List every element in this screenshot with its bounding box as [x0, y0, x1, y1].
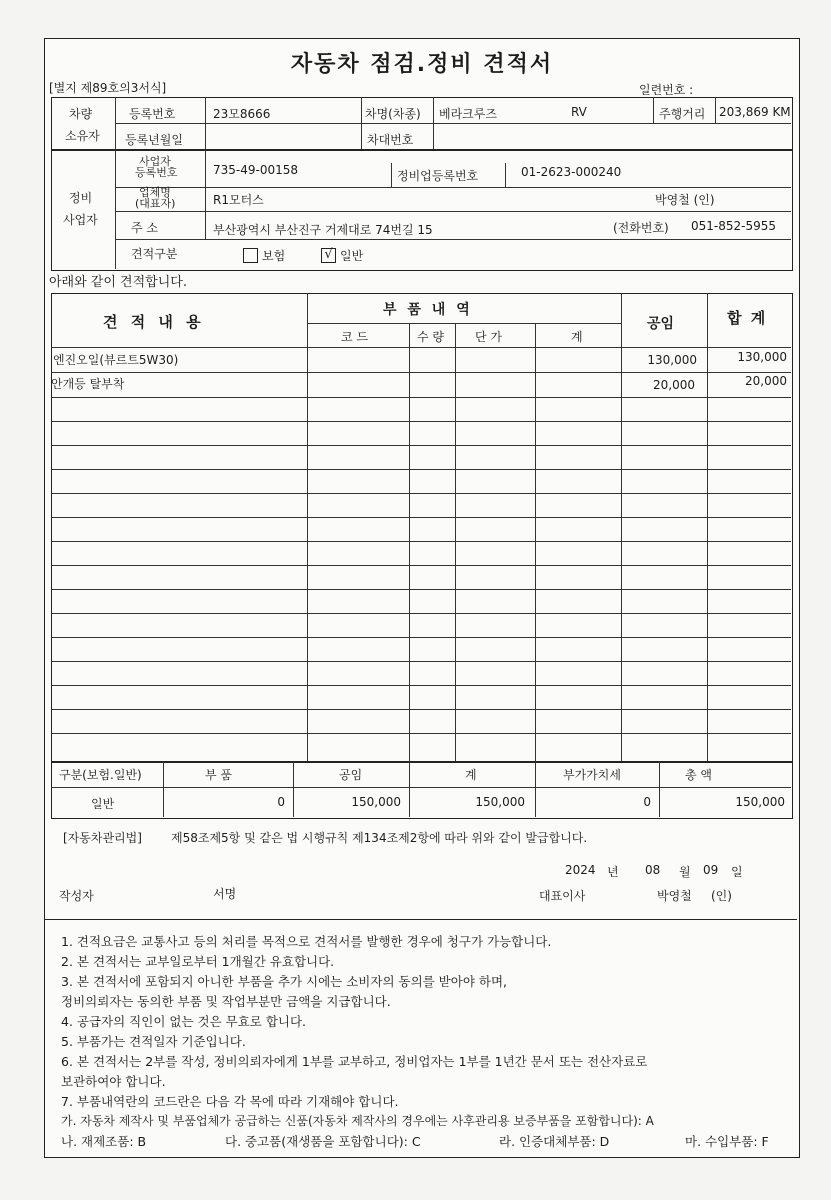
mileage-value: 203,869 KM: [719, 105, 791, 119]
row-desc: 엔진오일(뷰르트5W30): [53, 353, 179, 367]
summary-labor-value: 150,000: [351, 795, 401, 809]
row-total: 20,000: [745, 374, 787, 388]
address-value: 부산광역시 부산진구 거제대로 74번길 15: [213, 223, 433, 237]
business-section-label-2: 사업자: [63, 213, 98, 227]
representative-value: 박영철 (인): [655, 193, 715, 207]
reg-year-label: 등록년월일: [125, 133, 183, 147]
col-desc-header: 견 적 내 용: [103, 313, 205, 331]
company-label: 업체명: [139, 186, 171, 199]
summary-type-value: 일반: [91, 797, 115, 811]
col-sum-header: 계: [571, 330, 583, 344]
code-b: 나. 재제조품: B: [61, 1134, 147, 1149]
col-unit-header: 단 가: [475, 330, 502, 344]
note-item: 2. 본 견적서는 교부일로부터 1개월간 유효합니다.: [61, 954, 335, 969]
estimate-type-label: 견적구분: [131, 247, 178, 261]
date-month-label: 월: [679, 865, 691, 879]
owner-section-label: 차량: [69, 107, 93, 121]
date-year-label: 년: [607, 865, 619, 879]
note-item: 4. 공급자의 직인이 없는 것은 무효로 합니다.: [61, 1014, 307, 1029]
col-code-header: 코 드: [341, 330, 368, 344]
owner-section-label-2: 소유자: [65, 129, 100, 143]
model-value: 베라크루즈: [439, 107, 497, 121]
option-general[interactable]: √ 일반: [321, 247, 363, 264]
model-label: 차명(차종): [365, 107, 421, 121]
general-checkbox[interactable]: √: [321, 248, 336, 263]
law-prefix: [자동차관리법]: [63, 831, 142, 845]
address-label: 주 소: [131, 221, 158, 235]
ceo-name: 박영철: [657, 889, 692, 903]
biz-no-label: 사업자: [139, 155, 171, 168]
note-item: 5. 부품가는 견적일자 기준입니다.: [61, 1034, 246, 1049]
business-section-label: 정비: [69, 191, 93, 205]
summary-sum-header: 계: [465, 768, 477, 782]
date-day-label: 일: [731, 865, 743, 879]
writer-label: 작성자: [59, 889, 94, 903]
note-item: 1. 견적요금은 교통사고 등의 처리를 목적으로 견적서를 발행한 경우에 청구가 가능합니다.: [61, 934, 552, 949]
ceo-label: 대표이사: [539, 889, 586, 903]
note-item: 정비의뢰자는 동의한 부품 및 작업부분만 금액을 지급합니다.: [61, 994, 391, 1009]
vin-label: 차대번호: [367, 133, 414, 147]
summary-total-header: 총 액: [685, 768, 712, 782]
summary-sum-value: 150,000: [475, 795, 525, 809]
summary-labor-header: 공임: [339, 768, 363, 782]
date-month: 08: [645, 863, 661, 877]
company-label-2: (대표자): [135, 197, 176, 210]
biz-no-value: 735-49-00158: [213, 163, 299, 177]
note-item: 7. 부품내역란의 코드란은 다음 각 목에 따라 기재해야 합니다.: [61, 1094, 399, 1109]
summary-parts-header: 부 품: [205, 768, 232, 782]
summary-type-header: 구분(보험.일반): [59, 768, 142, 782]
code-c: 다. 중고품(재생품을 포함합니다): C: [225, 1134, 421, 1149]
biz-no-label-2: 등록번호: [135, 166, 178, 179]
option-insurance[interactable]: 보험: [243, 247, 285, 264]
insurance-checkbox[interactable]: [243, 248, 258, 263]
code-d: 라. 인증대체부품: D: [499, 1134, 610, 1149]
form-number: [별지 제89호의3서식]: [49, 81, 167, 95]
shop-reg-label: 정비업등록번호: [397, 169, 479, 183]
ceo-seal: (인): [711, 889, 732, 903]
sign-label: 서명: [213, 887, 237, 901]
phone-label: (전화번호): [613, 221, 669, 235]
estimate-sheet: [44, 38, 800, 1158]
row-total: 130,000: [737, 350, 787, 364]
mileage-label: 주행거리: [659, 107, 706, 121]
date-year: 2024: [565, 863, 596, 877]
summary-parts-value: 0: [277, 795, 285, 809]
code-f: 마. 수입부품: F: [685, 1134, 769, 1149]
row-labor: 130,000: [647, 353, 697, 367]
row-labor: 20,000: [653, 378, 695, 392]
intro-text: 아래와 같이 견적합니다.: [49, 275, 187, 290]
summary-total-value: 150,000: [735, 795, 785, 809]
note-item: 3. 본 견적서에 포함되지 아니한 부품을 추가 시에는 소비자의 동의를 받아야 하며,: [61, 974, 508, 989]
summary-vat-header: 부가가치세: [563, 768, 621, 782]
company-value: R1모터스: [213, 193, 264, 207]
model-type-value: RV: [571, 105, 587, 119]
serial-number-label: 일련번호 :: [639, 83, 694, 97]
notes-box: [45, 919, 797, 1156]
col-labor-header: 공임: [647, 316, 675, 332]
row-desc: 안개등 탈부착: [51, 377, 125, 391]
shop-reg-value: 01-2623-000240: [521, 165, 622, 179]
reg-no-value: 23모8666: [213, 107, 271, 121]
reg-no-label: 등록번호: [129, 107, 176, 121]
note-item: 6. 본 견적서는 2부를 작성, 정비의뢰자에게 1부를 교부하고, 정비업자는 1부를 1년간 문서 또는 전산자료로: [61, 1054, 648, 1069]
col-parts-header: 부 품 내 역: [383, 302, 473, 318]
page-title: 자동차 점검.정비 견적서: [290, 52, 554, 77]
date-day: 09: [703, 863, 719, 877]
law-text: 제58조제5항 및 같은 법 시행규칙 제134조제2항에 따라 위와 같이 발급합니다.: [171, 831, 588, 845]
phone-value: 051-852-5955: [691, 219, 777, 233]
col-qty-header: 수 량: [417, 330, 444, 344]
note-item: 보관하여야 합니다.: [61, 1074, 166, 1089]
col-total-header: 합 계: [727, 309, 768, 327]
summary-vat-value: 0: [643, 795, 651, 809]
note-item: 가. 자동차 제작사 및 부품업체가 공급하는 신품(자동차 제작사의 경우에는 사후관리용 보증부품을 포함합니다): A: [61, 1114, 654, 1128]
